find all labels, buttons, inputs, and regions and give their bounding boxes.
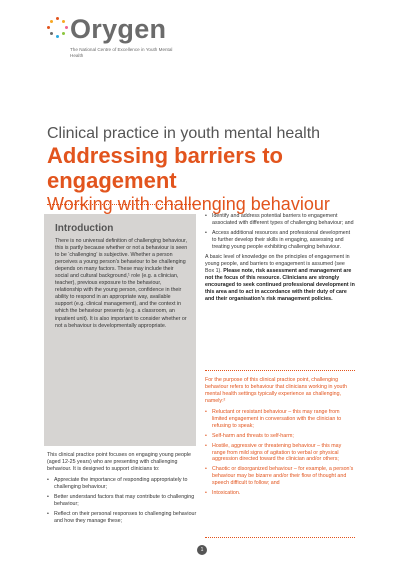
list-item: • Reflect on their personal responses to challenging behaviour and how they manage these;: [47, 511, 197, 525]
top-divider: [47, 204, 195, 205]
list-item: • Chaotic or disorganized behaviour – for example, a person’s behaviour may be bizarre and/or their flow of thought and speech difficult to follow; and: [205, 466, 355, 487]
definition-block: [205, 377, 355, 500]
list-item: • Access additional resources and professional development to further develop their skills in engaging, assessing and treating young people exhibiting challenging behaviour.: [205, 230, 355, 251]
definition-paragraph: For the purpose of this clinical practice point, challenging behaviour refers to behaviour that clinicians working in youth mental health settings typically experience as challenging, namely:²: [205, 377, 347, 404]
title-block: [47, 124, 377, 215]
logo-dots-icon: [47, 17, 69, 39]
list-item: • Appreciate the importance of responding appropriately to challenging behaviour;: [47, 477, 197, 491]
logo-wordmark: Orygen: [70, 14, 167, 44]
left-column: [47, 452, 197, 527]
middle-divider: [205, 370, 355, 371]
introduction-body: There is no universal definition of challenging behaviour, this is partly because whether or not a behaviour is seen to be ‘challenging’ is subjective. Whether a person perceives a young person’s behaviour to be challenging depends on many factors. These may include their social and cultural background,¹ role (e.g. a clinician, teacher), previous exposure to the behaviour, relationship with the young person, confidence in their ability to respond in an appropriate way, available support (e.g. clinical management), and the context in which the behaviour presents (e.g. a classroom, an inpatient unit). It is also important to consider whether or not a behaviour is developmentally appropriate.: [55, 238, 188, 329]
knowledge-text: A basic level of knowledge on the principles of engagement in young people, and barriers to engagement is assumed (see Box 1).: [205, 253, 350, 274]
list-item: • Self-harm and threats to self-harm;: [205, 433, 355, 440]
list-item: • Better understand factors that may contribute to challenging behaviour;: [47, 494, 197, 508]
risk-note: Please note, risk assessment and management are not the focus of this resource. Clinicians are strongly encouraged to seek continued professional development in this area and to act in accordance with their duty of care and their organisation’s risk management policies.: [205, 267, 355, 302]
series-title: Clinical practice in youth mental health: [47, 125, 321, 142]
list-item: • Hostile, aggressive or threatening behaviour – this may range from mild signs of agitation to verbal or physical aggression directed toward the clinician and/or others;: [205, 443, 355, 464]
list-item: • Intoxication.: [205, 490, 355, 497]
orygen-logo: [47, 14, 197, 64]
subtitle: Working with challenging behaviour: [47, 194, 330, 214]
introduction-heading: Introduction: [55, 223, 114, 234]
bottom-divider: [205, 537, 355, 538]
logo-tagline: The National Centre of Excellence in Youth Mental Health: [70, 47, 173, 58]
knowledge-paragraph: [205, 254, 355, 303]
main-title: Addressing barriers to engagement: [47, 143, 283, 193]
page-number: 1: [197, 545, 207, 555]
list-item: • Reluctant or resistant behaviour – this may range from limited engagement in conversation with the clinician to refusing to speak;: [205, 409, 355, 430]
right-column: [205, 213, 355, 303]
list-item: • Identify and address potential barriers to engagement associated with different types of challenging behaviour; and: [205, 213, 355, 227]
introduction-box: [44, 214, 196, 446]
support-list-continued: [205, 213, 355, 251]
behaviour-list: [205, 409, 355, 497]
support-list: [47, 477, 197, 524]
purpose-paragraph: This clinical practice point focuses on engaging young people (aged 12-25 years) who are presenting with challenging behaviour. It is designed to support clinicians to:: [47, 452, 191, 472]
